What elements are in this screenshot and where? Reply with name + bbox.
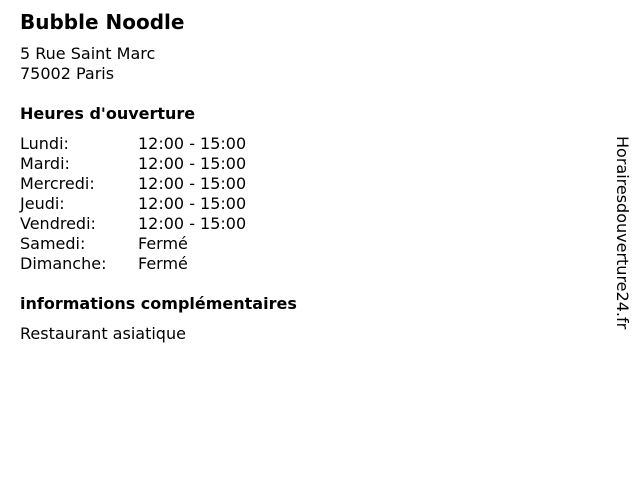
restaurant-name: Bubble Noodle	[20, 10, 185, 34]
opening-hours-heading: Heures d'ouverture	[20, 104, 196, 123]
time-value: Fermé	[138, 254, 188, 273]
opening-hours-table	[20, 134, 246, 274]
day-label: Samedi:	[20, 234, 86, 253]
site-watermark: Horairesdouverture24.fr	[613, 136, 632, 330]
day-label: Mardi:	[20, 154, 70, 173]
hours-row-lundi	[20, 134, 246, 154]
additional-info-heading: informations complémentaires	[20, 294, 297, 313]
hours-row-samedi	[20, 234, 246, 254]
day-label: Dimanche:	[20, 254, 107, 273]
time-value: Fermé	[138, 234, 188, 253]
day-label: Lundi:	[20, 134, 69, 153]
time-value: 12:00 - 15:00	[138, 154, 247, 173]
address-street: 5 Rue Saint Marc	[20, 44, 156, 63]
additional-info-text: Restaurant asiatique	[20, 324, 186, 343]
day-label: Jeudi:	[20, 194, 65, 213]
address	[20, 44, 155, 84]
day-label: Mercredi:	[20, 174, 95, 193]
time-value: 12:00 - 15:00	[138, 134, 247, 153]
hours-row-dimanche	[20, 254, 246, 274]
address-city: 75002 Paris	[20, 64, 115, 83]
hours-row-mardi	[20, 154, 246, 174]
hours-row-mercredi	[20, 174, 246, 194]
day-label: Vendredi:	[20, 214, 96, 233]
time-value: 12:00 - 15:00	[138, 214, 247, 233]
time-value: 12:00 - 15:00	[138, 194, 247, 213]
time-value: 12:00 - 15:00	[138, 174, 247, 193]
hours-row-jeudi	[20, 194, 246, 214]
hours-row-vendredi	[20, 214, 246, 234]
